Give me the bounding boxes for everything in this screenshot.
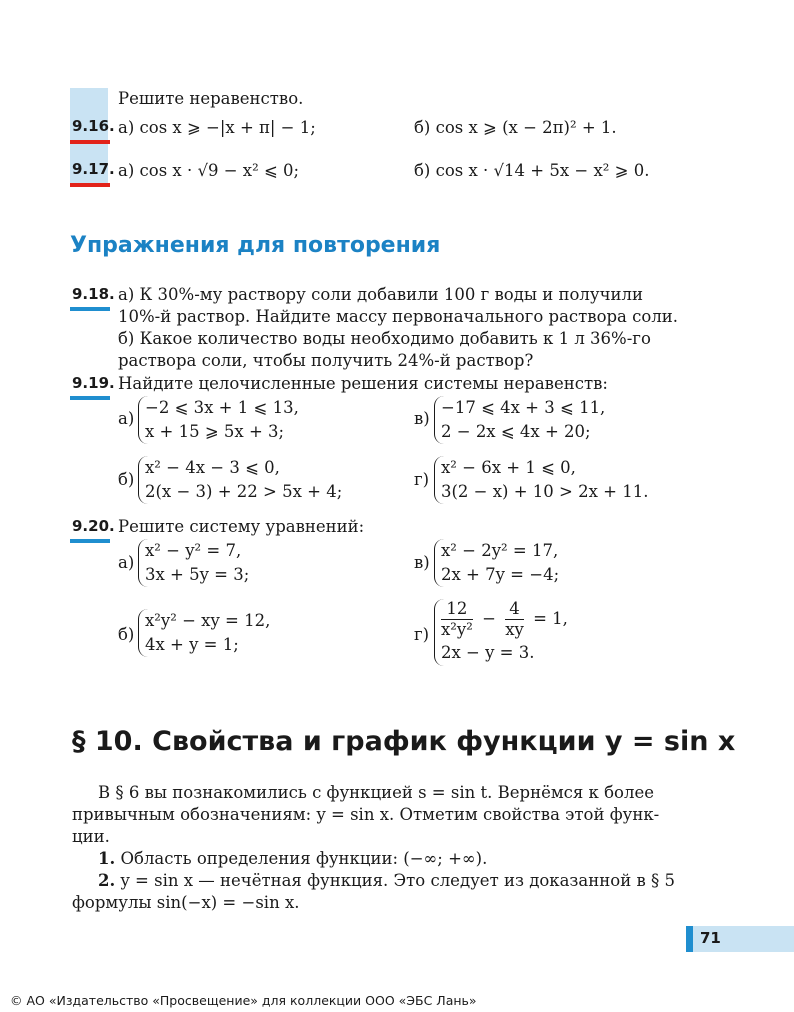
problem-number-9-20: 9.20.	[72, 517, 115, 535]
problem-number-underline	[70, 539, 110, 543]
problem-number-9-17: 9.17.	[72, 160, 115, 178]
property-item-2-cont: формулы sin(−x) = −sin x.	[72, 893, 300, 912]
problem-number-underline	[70, 140, 110, 144]
system-line: x² − 2y² = 17,	[441, 541, 559, 560]
problem-number-underline	[70, 307, 110, 311]
page-number: 71	[700, 929, 721, 947]
problem-9-18-line: а) К 30%-му раствору соли добавили 100 г воды и получили	[118, 285, 643, 304]
section-paragraph-line: привычным обозначениям: y = sin x. Отметим свойства этой функ-	[72, 805, 660, 824]
system-line: 3x + 5y = 3;	[145, 565, 250, 584]
system-label: в)	[414, 553, 430, 572]
system-line: x² − y² = 7,	[145, 541, 242, 560]
system-label: б)	[118, 625, 135, 644]
property-item-2	[98, 870, 675, 892]
problem-9-18-line: 10%-й раствор. Найдите массу первоначального раствора соли.	[118, 307, 679, 326]
fraction-denominator: x²y²	[441, 620, 473, 639]
system-label: в)	[414, 409, 430, 428]
system-line: x + 15 ⩾ 5x + 3;	[145, 422, 285, 441]
system-line: 2(x − 3) + 22 > 5x + 4;	[145, 482, 343, 501]
problem-intro: Решите неравенство.	[118, 89, 304, 108]
problem-9-16-a: а) cos x ⩾ −|x + π| − 1;	[118, 118, 316, 137]
system-9-19-v	[434, 396, 605, 444]
fraction-operator: −	[482, 609, 496, 628]
system-line: 2x − y = 3.	[441, 643, 535, 662]
system-line: −2 ⩽ 3x + 1 ⩽ 13,	[145, 398, 299, 417]
system-line: 4x + y = 1;	[145, 635, 239, 654]
system-9-19-a	[138, 396, 299, 444]
system-line: −17 ⩽ 4x + 3 ⩽ 11,	[441, 398, 606, 417]
problem-9-19-intro: Найдите целочисленные решения системы неравенств:	[118, 374, 608, 393]
section-paragraph-line: ции.	[72, 827, 110, 846]
system-9-20-g	[434, 599, 568, 666]
system-9-20-b	[138, 609, 270, 657]
system-label: г)	[414, 625, 430, 644]
problem-number-underline	[70, 396, 110, 400]
problem-number-underline	[70, 183, 110, 187]
review-heading: Упражнения для повторения	[70, 233, 441, 258]
property-number: 2.	[98, 871, 116, 890]
problem-number-9-16: 9.16.	[72, 117, 115, 135]
system-line: x²y² − xy = 12,	[145, 611, 271, 630]
fraction-numerator: 12	[441, 599, 473, 620]
system-line: x² − 4x − 3 ⩽ 0,	[145, 458, 280, 477]
system-line: 2 − 2x ⩽ 4x + 20;	[441, 422, 591, 441]
system-line-fraction	[441, 599, 568, 640]
copyright-footer: © АО «Издательство «Просвещение» для коллекции ООО «ЭБС Лань»	[10, 993, 477, 1008]
property-item-1	[98, 848, 487, 870]
system-label: г)	[414, 470, 430, 489]
problem-9-18-line: раствора соли, чтобы получить 24%-й раствор?	[118, 351, 534, 370]
system-label: а)	[118, 409, 135, 428]
page-number-box	[686, 926, 794, 952]
problem-9-17-a: а) cos x · √9 − x² ⩽ 0;	[118, 161, 300, 180]
problem-9-17-b: б) cos x · √14 + 5x − x² ⩾ 0.	[414, 161, 650, 180]
system-label: а)	[118, 553, 135, 572]
fraction-denominator: xy	[505, 620, 524, 639]
problem-9-16-b: б) cos x ⩾ (x − 2π)² + 1.	[414, 118, 617, 137]
system-9-20-v	[434, 539, 559, 587]
equation-tail: = 1,	[533, 609, 568, 628]
section-title: § 10. Свойства и график функции y = sin x	[72, 726, 736, 757]
system-9-19-g	[434, 456, 648, 504]
section-paragraph-line: В § 6 вы познакомились с функцией s = sin t. Вернёмся к более	[98, 783, 654, 802]
system-label: б)	[118, 470, 135, 489]
problem-9-20-intro: Решите систему уравнений:	[118, 517, 365, 536]
system-line: x² − 6x + 1 ⩽ 0,	[441, 458, 576, 477]
system-line: 3(2 − x) + 10 > 2x + 11.	[441, 482, 649, 501]
problem-number-9-18: 9.18.	[72, 285, 115, 303]
system-9-19-b	[138, 456, 342, 504]
property-text: Область определения функции: (−∞; +∞).	[120, 849, 488, 868]
fraction	[505, 599, 524, 640]
system-9-20-a	[138, 539, 249, 587]
problem-9-18-line: б) Какое количество воды необходимо добавить к 1 л 36%-го	[118, 329, 651, 348]
system-line: 2x + 7y = −4;	[441, 565, 560, 584]
property-text: y = sin x — нечётная функция. Это следует из доказанной в § 5	[120, 871, 675, 890]
page-number-strip	[686, 926, 693, 952]
fraction-numerator: 4	[505, 599, 524, 620]
property-number: 1.	[98, 849, 116, 868]
problem-number-9-19: 9.19.	[72, 374, 115, 392]
fraction	[441, 599, 473, 640]
